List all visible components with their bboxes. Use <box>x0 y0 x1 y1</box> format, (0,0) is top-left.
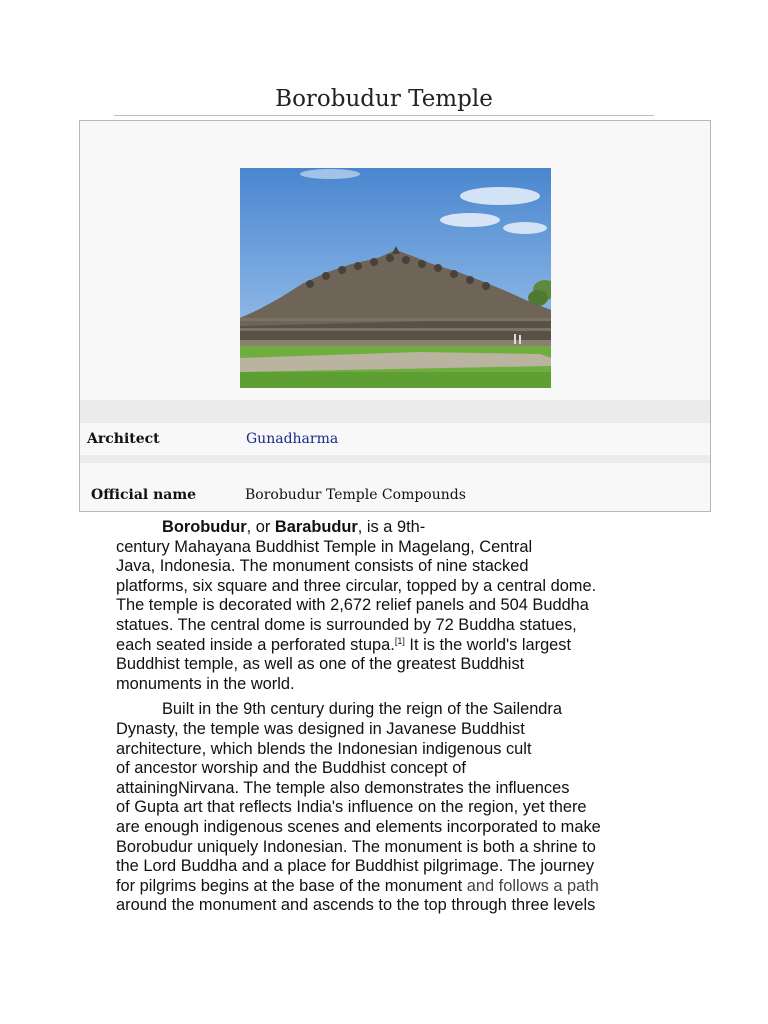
term-barabudur: Barabudur <box>274 518 358 536</box>
text-line: Buddhist temple, as well as one of the greatest Buddhist <box>116 655 525 674</box>
architect-link[interactable]: Gunadharma <box>246 431 339 447</box>
text-line: of Gupta art that reflects India's influence on the region, yet there <box>116 798 587 817</box>
text-line: for pilgrims begins at the base of the monument and follows a path <box>116 876 599 895</box>
infobox-divider-band <box>80 455 710 463</box>
text-line: century Mahayana Buddhist Temple in Magelang, Central <box>116 537 533 556</box>
architect-label: Architect <box>87 431 160 447</box>
paragraph-intro <box>116 518 656 694</box>
term-borobudur: Borobudur <box>162 518 247 536</box>
text-line: are enough indigenous scenes and elements incorporated to make <box>116 817 601 836</box>
infobox-header-band <box>80 400 710 423</box>
borobudur-temple-photo <box>240 168 551 388</box>
page-title: Borobudur Temple <box>275 86 493 112</box>
text-line: statues. The central dome is surrounded by 72 Buddha statues, <box>116 615 577 634</box>
official-name-label: Official name <box>91 487 197 503</box>
text-line: Dynasty, the temple was designed in Javanese Buddhist <box>116 719 525 738</box>
text-line: The temple is decorated with 2,672 relief panels and 504 Buddha <box>116 596 589 615</box>
text-line: architecture, which blends the Indonesian indigenous cult <box>116 739 532 758</box>
text-line: of ancestor worship and the Buddhist concept of <box>116 759 466 778</box>
text-line: each seated inside a perforated stupa.[1] It is the world's largest <box>116 635 572 654</box>
text-line: Java, Indonesia. The monument consists of nine stacked <box>116 557 529 576</box>
official-name-value: Borobudur Temple Compounds <box>245 487 466 503</box>
text-line: platforms, six square and three circular, topped by a central dome. <box>116 576 597 595</box>
title-divider <box>114 115 654 116</box>
text-line: Borobudur uniquely Indonesian. The monument is both a shrine to <box>116 837 596 856</box>
text-line: monuments in the world. <box>116 674 295 693</box>
text-line: Borobudur, or Barabudur, is a 9th- <box>162 518 426 536</box>
paragraph-history <box>116 700 656 916</box>
article-body <box>116 518 656 922</box>
text-line: around the monument and ascends to the top through three levels <box>116 896 596 915</box>
citation-link[interactable]: [1] <box>394 635 405 646</box>
text-line: attainingNirvana. The temple also demonstrates the influences <box>116 778 570 797</box>
text-line: Built in the 9th century during the reign of the Sailendra <box>162 700 563 719</box>
infobox <box>79 120 711 512</box>
text-line: the Lord Buddha and a place for Buddhist pilgrimage. The journey <box>116 857 595 876</box>
